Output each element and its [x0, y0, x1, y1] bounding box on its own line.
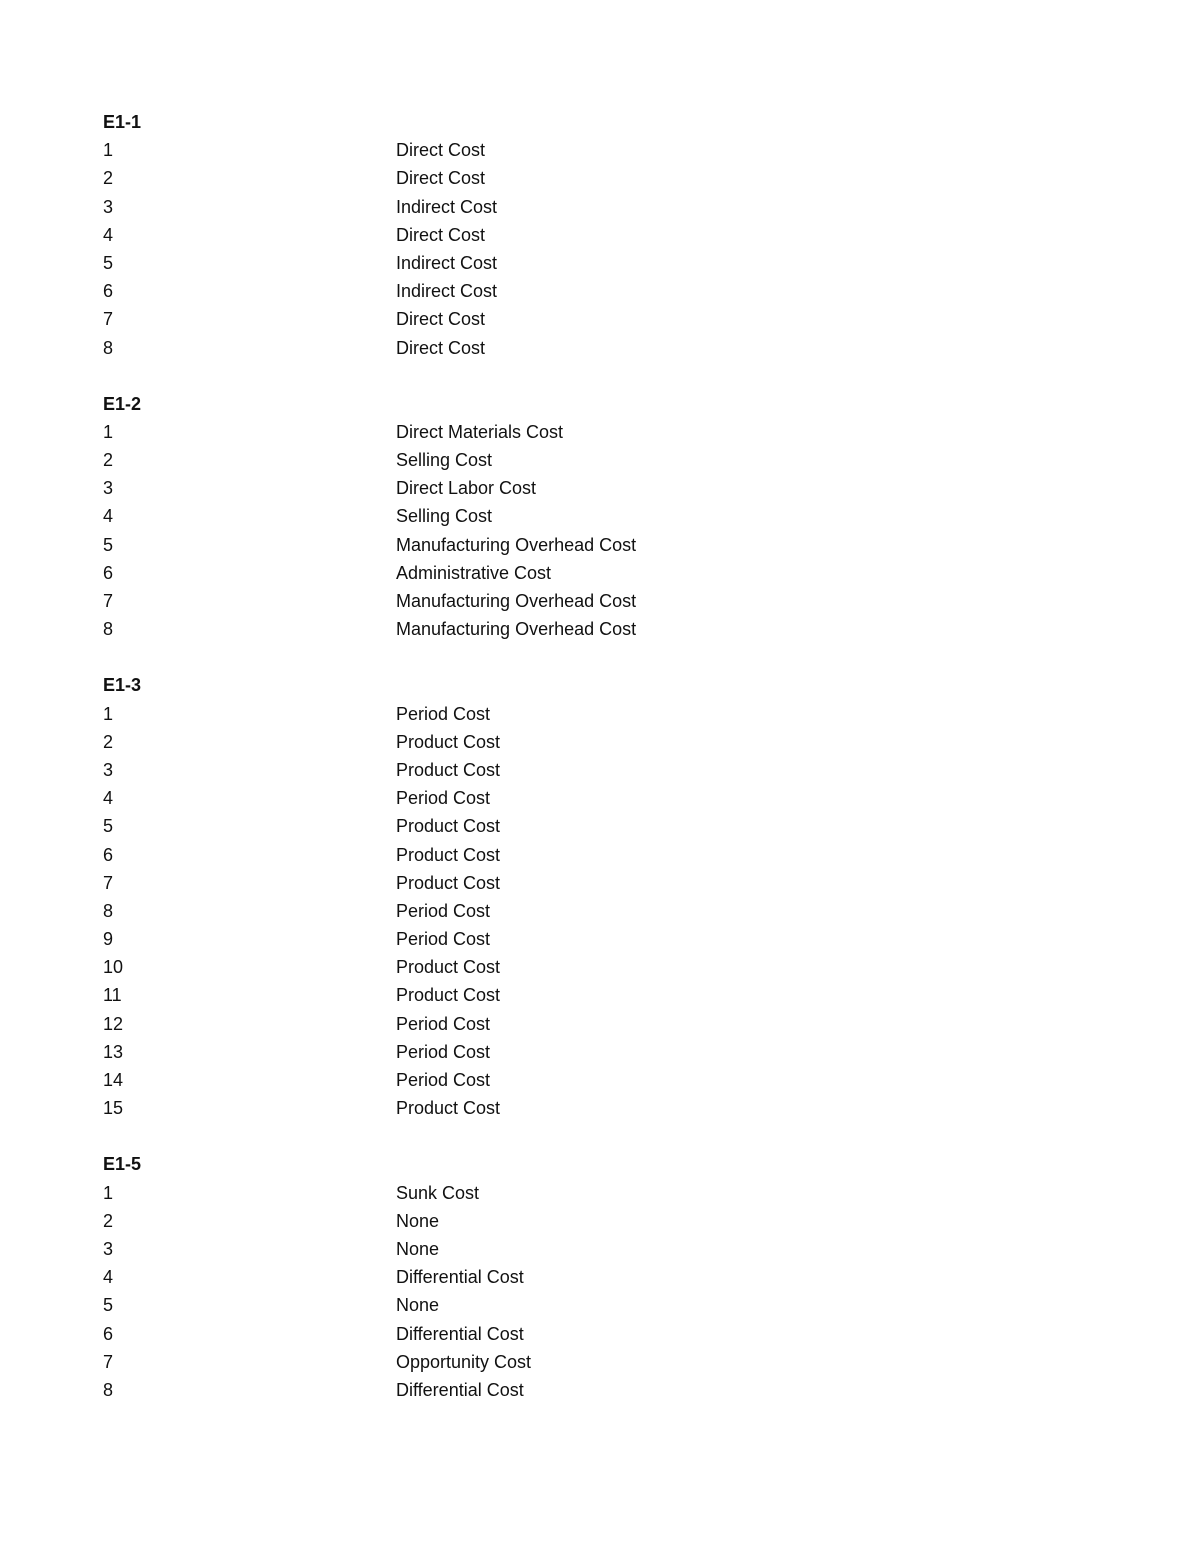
- item-number: 6: [103, 562, 114, 583]
- item-number: 6: [103, 844, 114, 865]
- item-number: 14: [103, 1070, 124, 1090]
- answer-row: [103, 897, 803, 925]
- answer-row: [103, 728, 803, 756]
- item-number: 6: [103, 1323, 114, 1344]
- item-number: 13: [103, 1041, 124, 1062]
- item-number: 3: [103, 196, 114, 217]
- exercise-section: [103, 671, 803, 1122]
- cost-classification: Product Cost: [396, 759, 501, 780]
- cost-classification: Manufacturing Overhead Cost: [396, 591, 637, 611]
- cost-classification: Product Cost: [396, 957, 501, 978]
- answer-row: [103, 418, 803, 446]
- item-number: 7: [103, 1351, 114, 1372]
- cost-classification: Direct Cost: [396, 337, 486, 358]
- answer-row: [103, 1320, 803, 1348]
- exercise-answer-list: [103, 108, 803, 1432]
- item-number: 15: [103, 1098, 124, 1119]
- cost-classification: Indirect Cost: [396, 252, 498, 273]
- item-number: 10: [103, 957, 124, 978]
- answer-row: [103, 164, 803, 192]
- cost-classification: Product Cost: [396, 985, 501, 1006]
- exercise-title: E1-5: [103, 1154, 142, 1175]
- item-number: 9: [103, 929, 114, 950]
- item-number: 4: [103, 506, 114, 527]
- cost-classification: Period Cost: [396, 788, 491, 809]
- cost-classification: Selling Cost: [396, 450, 493, 471]
- cost-classification: Period Cost: [396, 1041, 491, 1062]
- item-number: 1: [103, 140, 114, 161]
- cost-classification: None: [396, 1295, 440, 1316]
- answer-row: [103, 221, 803, 249]
- exercise-section: [103, 108, 803, 362]
- cost-classification: Differential Cost: [396, 1379, 524, 1400]
- answer-row: [103, 305, 803, 333]
- item-number: 5: [103, 1295, 114, 1316]
- item-number: 2: [103, 450, 114, 471]
- answer-row: [103, 587, 803, 615]
- item-number: 11: [103, 985, 122, 1006]
- cost-classification: Indirect Cost: [396, 196, 498, 217]
- item-number: 3: [103, 1238, 114, 1259]
- cost-classification: Direct Cost: [396, 168, 486, 189]
- answer-row: [103, 474, 803, 502]
- answer-row: [103, 1263, 803, 1291]
- cost-classification: Direct Labor Cost: [396, 478, 537, 499]
- cost-classification: None: [396, 1210, 440, 1231]
- item-number: 3: [103, 759, 114, 780]
- answer-row: [103, 334, 803, 362]
- cost-classification: Direct Cost: [396, 224, 486, 245]
- cost-classification: Selling Cost: [396, 506, 493, 527]
- answer-row: [103, 1235, 803, 1263]
- cost-classification: Differential Cost: [396, 1323, 524, 1344]
- answer-row: [103, 1066, 803, 1094]
- answer-row: [103, 1094, 803, 1122]
- answer-row: [103, 531, 803, 559]
- exercise-section: [103, 390, 803, 644]
- item-number: 2: [103, 731, 114, 752]
- answer-row: [103, 1207, 803, 1235]
- cost-classification: Period Cost: [396, 1070, 491, 1090]
- item-number: 1: [103, 421, 114, 442]
- item-number: 8: [103, 1379, 114, 1400]
- item-number: 5: [103, 534, 114, 555]
- exercise-title: E1-2: [103, 393, 142, 414]
- cost-classification: Sunk Cost: [396, 1182, 480, 1203]
- answer-row: [103, 784, 803, 812]
- cost-classification: Direct Materials Cost: [396, 421, 564, 442]
- item-number: 12: [103, 1013, 124, 1034]
- answer-row: [103, 1179, 803, 1207]
- answer-row: [103, 1291, 803, 1319]
- cost-classification: None: [396, 1238, 440, 1259]
- item-number: 8: [103, 337, 114, 358]
- answer-row: [103, 756, 803, 784]
- exercise-title: E1-3: [103, 675, 142, 696]
- item-number: 8: [103, 619, 114, 640]
- cost-classification: Differential Cost: [396, 1267, 524, 1288]
- answer-row: [103, 1010, 803, 1038]
- cost-classification: Product Cost: [396, 844, 501, 865]
- answer-row: [103, 953, 803, 981]
- item-number: 4: [103, 788, 114, 809]
- cost-classification: Product Cost: [396, 816, 501, 837]
- item-number: 7: [103, 309, 114, 330]
- item-number: 2: [103, 1210, 114, 1231]
- answer-row: [103, 277, 803, 305]
- answer-row: [103, 502, 803, 530]
- answer-row: [103, 446, 803, 474]
- answer-row: [103, 700, 803, 728]
- cost-classification: Opportunity Cost: [396, 1351, 532, 1372]
- cost-classification: Administrative Cost: [396, 562, 552, 583]
- cost-classification: Period Cost: [396, 929, 491, 950]
- answer-row: [103, 981, 803, 1009]
- cost-classification: Manufacturing Overhead Cost: [396, 534, 637, 555]
- cost-classification: Indirect Cost: [396, 281, 498, 302]
- cost-classification: Period Cost: [396, 1013, 491, 1034]
- answer-row: [103, 841, 803, 869]
- cost-classification: Product Cost: [396, 1098, 501, 1119]
- exercise-section: [103, 1150, 803, 1404]
- answer-row: [103, 559, 803, 587]
- item-number: 2: [103, 168, 114, 189]
- cost-classification: Product Cost: [396, 731, 501, 752]
- cost-classification: Product Cost: [396, 872, 501, 893]
- cost-classification: Period Cost: [396, 900, 491, 921]
- cost-classification: Manufacturing Overhead Cost: [396, 619, 637, 640]
- answer-row: [103, 1038, 803, 1066]
- answer-row: [103, 1348, 803, 1376]
- answer-row: [103, 925, 803, 953]
- answer-row: [103, 249, 803, 277]
- item-number: 5: [103, 816, 114, 837]
- answer-row: [103, 193, 803, 221]
- exercise-title: E1-1: [103, 112, 142, 132]
- cost-classification: Direct Cost: [396, 309, 486, 330]
- item-number: 8: [103, 900, 114, 921]
- answer-row: [103, 869, 803, 897]
- item-number: 4: [103, 1267, 114, 1288]
- item-number: 7: [103, 591, 114, 611]
- item-number: 1: [103, 703, 114, 724]
- cost-classification: Period Cost: [396, 703, 491, 724]
- item-number: 7: [103, 872, 114, 893]
- answer-row: [103, 812, 803, 840]
- item-number: 3: [103, 478, 114, 499]
- item-number: 5: [103, 252, 114, 273]
- item-number: 4: [103, 224, 114, 245]
- item-number: 6: [103, 281, 114, 302]
- answer-row: [103, 1376, 803, 1404]
- answer-row: [103, 615, 803, 643]
- answer-row: [103, 136, 803, 164]
- item-number: 1: [103, 1182, 114, 1203]
- cost-classification: Direct Cost: [396, 140, 486, 161]
